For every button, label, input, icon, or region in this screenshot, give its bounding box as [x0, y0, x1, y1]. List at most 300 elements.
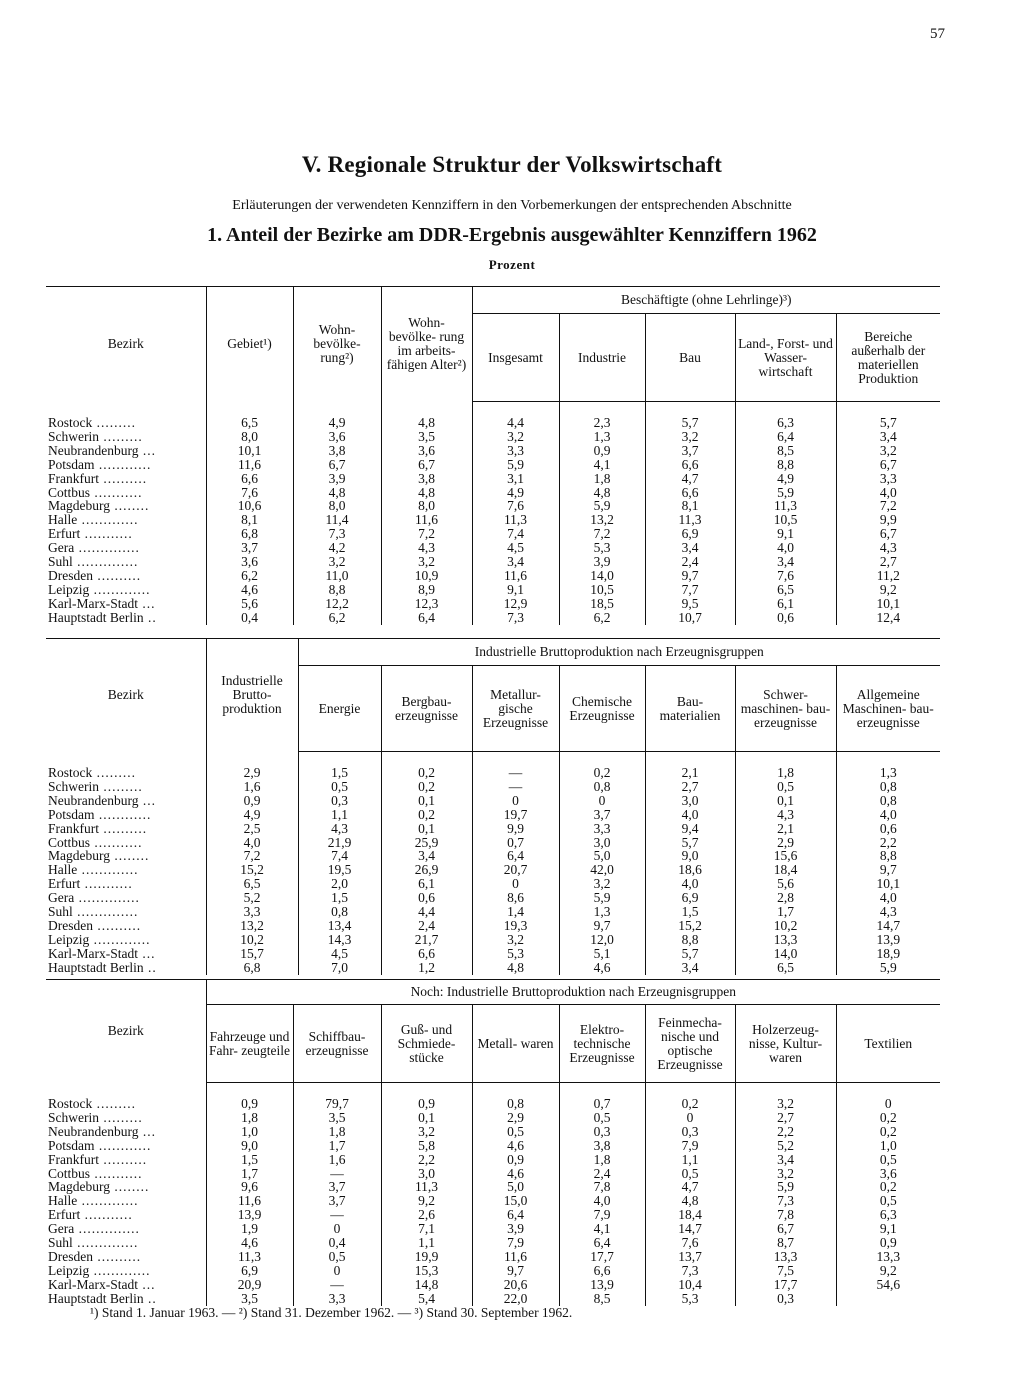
table-cell: 1,2 [381, 961, 472, 975]
bezirk-name: Gera .............. [48, 541, 140, 556]
table-cell: 6,3 [735, 402, 836, 430]
table-row [46, 499, 940, 513]
table-cell: 5,8 [381, 1139, 472, 1153]
table-cell: 10,4 [645, 1278, 735, 1292]
bezirk-name: Karl-Marx-Stadt ... [48, 946, 156, 961]
table-cell: 7,3 [293, 527, 381, 541]
table-cell: 7,3 [645, 1264, 735, 1278]
table-cell: 18,4 [735, 863, 836, 877]
table-cell: 0,8 [298, 905, 381, 919]
table-cell: 9,9 [472, 822, 559, 836]
table-cell: 4,0 [206, 836, 298, 850]
table-cell: 6,5 [735, 961, 836, 975]
table-cell: 5,0 [559, 849, 645, 863]
bezirk-name: Potsdam ............ [48, 1138, 152, 1153]
col-elektrotechnik: Elektro- technische Erzeugnisse [559, 1005, 645, 1083]
table-cell: 3,4 [381, 849, 472, 863]
bezirk-name: Frankfurt .......... [48, 821, 148, 836]
table-cell: 4,0 [559, 1194, 645, 1208]
table-row [46, 836, 940, 850]
table-cell: 3,6 [381, 444, 472, 458]
table-cell: 13,7 [645, 1250, 735, 1264]
table-cell: 15,2 [206, 863, 298, 877]
table-cell: 4,8 [559, 486, 645, 500]
table-cell: 10,1 [836, 597, 940, 611]
table-cell: 5,7 [836, 402, 940, 430]
table-cell: 3,4 [645, 961, 735, 975]
table-row [46, 1083, 940, 1111]
table-cell: 0,2 [645, 1083, 735, 1111]
table-cell: 9,5 [645, 597, 735, 611]
table-row [46, 1222, 940, 1236]
table-cell: 0,8 [472, 1083, 559, 1111]
dot-leader: .......... [99, 471, 148, 486]
table-cell: 7,9 [645, 1139, 735, 1153]
dot-leader: .. [143, 610, 157, 625]
table-cell: 0,9 [206, 794, 298, 808]
col-schwermaschinenbau: Schwer- maschinen- bau- erzeugnisse [735, 666, 836, 752]
table-cell: 3,4 [836, 430, 940, 444]
dot-leader: ............. [77, 1194, 139, 1209]
table-cell: 0 [472, 794, 559, 808]
col-industrie: Industrie [559, 314, 645, 402]
dot-leader: ........... [90, 485, 143, 500]
bezirk-name: Karl-Marx-Stadt ... [48, 596, 156, 611]
table-cell: 0,1 [381, 794, 472, 808]
table-cell: 0,2 [836, 1111, 940, 1125]
bezirk-name: Frankfurt .......... [48, 471, 148, 486]
table-cell: 0,1 [381, 1111, 472, 1125]
bezirk-name: Halle ............. [48, 513, 139, 528]
table-cell: 7,9 [472, 1236, 559, 1250]
bezirk-name: Hauptstadt Berlin .. [48, 960, 157, 975]
table-cell: 18,9 [836, 947, 940, 961]
dot-leader: ............. [89, 1263, 151, 1278]
table-cell: 8,0 [206, 430, 293, 444]
table-row [46, 947, 940, 961]
table-cell: 4,8 [381, 402, 472, 430]
table-cell: 13,2 [206, 919, 298, 933]
bezirk-name: Schwerin ......... [48, 779, 143, 794]
table-cell: 13,9 [559, 1278, 645, 1292]
table-cell: 0,4 [206, 611, 293, 625]
table-cell: 6,8 [206, 961, 298, 975]
table-cell: 10,7 [645, 611, 735, 625]
table-cell: 1,1 [298, 808, 381, 822]
col-chemie: Chemische Erzeugnisse [559, 666, 645, 752]
table-cell: 3,5 [293, 1111, 381, 1125]
table-cell: 2,7 [836, 555, 940, 569]
table-row [46, 402, 940, 430]
table-cell: 3,9 [559, 555, 645, 569]
table-row [46, 1194, 940, 1208]
bezirk-name: Rostock ......... [48, 414, 137, 430]
table-cell: 6,6 [645, 486, 735, 500]
dot-leader: ............ [94, 807, 152, 822]
table-cell: 13,4 [298, 919, 381, 933]
bezirk-name: Suhl .............. [48, 555, 139, 569]
table-cell: 6,2 [293, 611, 381, 625]
table-row [46, 1167, 940, 1181]
table-row [46, 919, 940, 933]
table-cell: 4,0 [836, 891, 940, 905]
bezirk-name: Magdeburg ........ [48, 499, 150, 514]
table-cell: 5,3 [645, 1292, 735, 1306]
table-cell: 12,0 [559, 933, 645, 947]
table-row [46, 597, 940, 611]
table-cell: 10,1 [836, 877, 940, 891]
table-row [46, 752, 940, 780]
table-cell: 1,0 [836, 1139, 940, 1153]
dot-leader: ........ [110, 499, 150, 514]
table-row [46, 1250, 940, 1264]
table-cell: 7,6 [472, 499, 559, 513]
table-cell: 4,6 [472, 1139, 559, 1153]
col-baumaterialien: Bau- materialien [645, 666, 735, 752]
dot-leader: ... [138, 793, 156, 808]
table-cell: 3,5 [206, 1292, 293, 1306]
table-cell: 54,6 [836, 1278, 940, 1292]
table-cell: 8,5 [735, 444, 836, 458]
table-cell: — [293, 1167, 381, 1181]
table-cell: 5,9 [735, 486, 836, 500]
table-cell: 0,3 [735, 1292, 836, 1306]
table-cell: 3,3 [836, 472, 940, 486]
table-cell: 15,0 [472, 1194, 559, 1208]
table-cell: 0,1 [735, 794, 836, 808]
col-textilien: Textilien [836, 1005, 940, 1083]
table-cell: 6,7 [836, 527, 940, 541]
table-cell: 5,6 [735, 877, 836, 891]
page-number: 57 [930, 26, 945, 42]
table-cell: 4,0 [836, 808, 940, 822]
table-cell: 7,9 [559, 1208, 645, 1222]
table-cell: 4,9 [206, 808, 298, 822]
table-cell: 6,4 [472, 849, 559, 863]
table-cell: 1,5 [298, 752, 381, 780]
table-cell: 6,2 [206, 569, 293, 583]
table-cell: 4,0 [645, 877, 735, 891]
table-cell: 7,3 [735, 1194, 836, 1208]
table-cell: 11,4 [293, 513, 381, 527]
dot-leader: ............. [89, 932, 151, 947]
table-cell: 3,8 [381, 472, 472, 486]
table-cell: 9,7 [836, 863, 940, 877]
table-cell: 19,3 [472, 919, 559, 933]
group-beschaeftigte: Beschäftigte (ohne Lehrlinge)³) [472, 287, 940, 314]
table-cell: 4,0 [735, 541, 836, 555]
table-cell: 1,7 [293, 1139, 381, 1153]
table-cell: 5,4 [381, 1292, 472, 1306]
table-cell: 0,2 [836, 1180, 940, 1194]
bezirk-name: Potsdam ............ [48, 457, 152, 472]
table-cell: 10,5 [559, 583, 645, 597]
dot-leader: .......... [92, 918, 142, 933]
table-cell: 8,8 [735, 458, 836, 472]
bezirk-name: Karl-Marx-Stadt ... [48, 1277, 156, 1292]
table-cell: 2,4 [381, 919, 472, 933]
bezirk-name: Dresden .......... [48, 918, 142, 933]
col-land-forst: Land-, Forst- und Wasser- wirtschaft [735, 314, 836, 402]
table-cell: 0 [472, 877, 559, 891]
table-cell: 12,2 [293, 597, 381, 611]
table-cell: 1,8 [735, 752, 836, 780]
table-cell: 7,2 [206, 849, 298, 863]
table-cell: 6,2 [559, 611, 645, 625]
table-cell: 14,0 [735, 947, 836, 961]
table-cell: 0,6 [381, 891, 472, 905]
table-cell: 10,6 [206, 499, 293, 513]
table-row [46, 808, 940, 822]
col-guss-schmiede: Guß- und Schmiede- stücke [381, 1005, 472, 1083]
table-cell: 3,6 [293, 430, 381, 444]
table-cell: 7,2 [559, 527, 645, 541]
table-cell: 9,1 [472, 583, 559, 597]
table-cell: 6,5 [206, 877, 298, 891]
bezirk-name: Dresden .......... [48, 568, 142, 583]
table-cell: 9,1 [836, 1222, 940, 1236]
bezirk-name: Magdeburg ........ [48, 849, 150, 864]
table-cell: 14,8 [381, 1278, 472, 1292]
dot-leader: ............. [77, 513, 139, 528]
table-cell: 0 [836, 1083, 940, 1111]
table-cell: 0,9 [381, 1083, 472, 1111]
table-cell: 7,0 [298, 961, 381, 975]
col-gebiet: Gebiet¹) [206, 287, 293, 402]
dot-leader: ......... [92, 1095, 137, 1111]
table-cell [836, 1292, 940, 1306]
table-cell: 0,6 [836, 822, 940, 836]
bezirk-name: Dresden .......... [48, 1249, 142, 1264]
col-allgemeiner-maschinenbau: Allgemeine Maschinen- bau- erzeugnisse [836, 666, 940, 752]
group-erzeugnisgruppen: Industrielle Bruttoproduktion nach Erzeugnisgruppen [298, 639, 940, 666]
table-cell: 12,4 [836, 611, 940, 625]
table-row [46, 458, 940, 472]
table-row [46, 780, 940, 794]
table-cell: 0,3 [645, 1125, 735, 1139]
table-row [46, 877, 940, 891]
table-cell: 9,2 [836, 1264, 940, 1278]
table-cell: 4,3 [836, 905, 940, 919]
table-cell: 5,9 [836, 961, 940, 975]
table-cell: 7,8 [559, 1180, 645, 1194]
table-cell: 5,0 [472, 1180, 559, 1194]
table-cell: 7,7 [645, 583, 735, 597]
table-cell: 8,8 [293, 583, 381, 597]
table-row [46, 513, 940, 527]
table-cell: 11,3 [206, 1250, 293, 1264]
table-cell: 0,7 [559, 1083, 645, 1111]
bezirk-name: Leipzig ............. [48, 582, 151, 597]
table-cell: 3,7 [645, 444, 735, 458]
bezirk-name: Cottbus ........... [48, 485, 143, 500]
table-cell: 3,2 [735, 1083, 836, 1111]
table-cell: 9,7 [559, 919, 645, 933]
table-cell: 9,6 [206, 1180, 293, 1194]
col-insgesamt: Insgesamt [472, 314, 559, 402]
table-cell: 3,5 [381, 430, 472, 444]
dot-leader: ......... [99, 429, 143, 444]
table-cell: 3,7 [206, 541, 293, 555]
table-row [46, 1125, 940, 1139]
table-cell: 0,8 [559, 780, 645, 794]
table-cell: 19,9 [381, 1250, 472, 1264]
dot-leader: ........ [110, 849, 150, 864]
bezirk-name: Hauptstadt Berlin .. [48, 610, 157, 625]
col-schiffbau: Schiffbau- erzeugnisse [293, 1005, 381, 1083]
main-title: V. Regionale Struktur der Volkswirtschaft [301, 152, 723, 177]
table-cell: 11,6 [381, 513, 472, 527]
table-cell: 2,8 [735, 891, 836, 905]
table-cell: 0,1 [381, 822, 472, 836]
table-cell: 5,9 [559, 499, 645, 513]
table-cell: 0,3 [559, 1125, 645, 1139]
bezirk-name: Frankfurt .......... [48, 1152, 148, 1167]
table-cell: 4,2 [293, 541, 381, 555]
bezirk-name: Gera .............. [48, 1222, 140, 1237]
table-cell: 11,0 [293, 569, 381, 583]
dot-leader: .. [143, 1291, 157, 1306]
table-cell: 5,7 [645, 947, 735, 961]
dot-leader: ... [138, 1124, 156, 1139]
table-cell: 3,2 [735, 1167, 836, 1181]
table-industrial-production [46, 638, 940, 975]
table-cell: 3,1 [472, 472, 559, 486]
table-cell: 20,6 [472, 1278, 559, 1292]
table-cell: 0,6 [735, 611, 836, 625]
table-cell: 4,3 [735, 808, 836, 822]
dot-leader: ........... [90, 1166, 143, 1181]
table-cell: 1,8 [206, 1111, 293, 1125]
table-cell: 3,7 [293, 1180, 381, 1194]
table-cell: 3,8 [559, 1139, 645, 1153]
bezirk-name: Suhl .............. [48, 905, 139, 919]
bezirk-header: Bezirk [107, 1023, 144, 1039]
table-cell: 7,1 [381, 1222, 472, 1236]
col-metallwaren: Metall- waren [472, 1005, 559, 1083]
table-cell: 0,2 [836, 1125, 940, 1139]
bezirk-name: Suhl .............. [48, 1236, 139, 1250]
table-row [46, 472, 940, 486]
table3-body [46, 1083, 940, 1306]
table-cell: 0,2 [381, 780, 472, 794]
table-cell: 2,4 [559, 1167, 645, 1181]
bezirk-name: Cottbus ........... [48, 835, 143, 850]
table-employment [46, 286, 940, 625]
subtitle: Erläuterungen der verwendeten Kennziffern in den Vorbemerkungen der entsprechenden Abschnitte [232, 198, 792, 213]
table-row [46, 486, 940, 500]
table-cell: 15,2 [645, 919, 735, 933]
table-cell: — [472, 752, 559, 780]
table-cell: 3,7 [293, 1194, 381, 1208]
table-cell: 4,6 [206, 583, 293, 597]
bezirk-name: Neubrandenburg ... [48, 793, 156, 808]
table-cell: 3,9 [293, 472, 381, 486]
table-cell: 8,1 [206, 513, 293, 527]
table-cell: 9,2 [836, 583, 940, 597]
table-cell: 3,4 [735, 1153, 836, 1167]
table-cell: 6,4 [559, 1236, 645, 1250]
dot-leader: ............ [94, 457, 152, 472]
table-industrial-production-continued [46, 979, 940, 1306]
table-cell: 18,6 [645, 863, 735, 877]
table-cell: 4,4 [381, 905, 472, 919]
table-cell: 3,3 [472, 444, 559, 458]
table-cell: 4,3 [381, 541, 472, 555]
col-bereiche-ausserhalb: Bereiche außerhalb der materiellen Produktion [836, 314, 940, 402]
table-cell: 22,0 [472, 1292, 559, 1306]
table-cell: 0,9 [206, 1083, 293, 1111]
table-cell: 7,5 [735, 1264, 836, 1278]
bezirk-name: Halle ............. [48, 1194, 139, 1209]
table-cell: 5,3 [559, 541, 645, 555]
table-title: 1. Anteil der Bezirke am DDR-Ergebnis ausgewählter Kennziffern 1962 [207, 224, 817, 246]
table-cell: 3,0 [645, 794, 735, 808]
table-cell: — [293, 1208, 381, 1222]
table-cell: 2,6 [381, 1208, 472, 1222]
table-row [46, 1292, 940, 1306]
table-cell: 0,9 [836, 1236, 940, 1250]
table-row [46, 430, 940, 444]
table-row [46, 822, 940, 836]
dot-leader: ........ [110, 1180, 150, 1195]
table-cell: 4,6 [472, 1167, 559, 1181]
table-row [46, 1111, 940, 1125]
table-cell: 1,3 [559, 430, 645, 444]
table-cell: 1,1 [381, 1236, 472, 1250]
table-cell: 79,7 [293, 1083, 381, 1111]
table-cell: 0 [645, 1111, 735, 1125]
table-cell: 4,9 [293, 402, 381, 430]
table-cell: 0,9 [472, 1153, 559, 1167]
table-cell: 4,7 [645, 472, 735, 486]
table-cell: 8,6 [472, 891, 559, 905]
table-cell: 18,4 [645, 1208, 735, 1222]
table-cell: 13,2 [559, 513, 645, 527]
bezirk-name: Rostock ......... [48, 764, 137, 780]
col-fahrzeuge: Fahrzeuge und Fahr- zeugteile [206, 1005, 293, 1083]
table-cell: 7,8 [735, 1208, 836, 1222]
table-cell: 18,5 [559, 597, 645, 611]
bezirk-name: Rostock ......... [48, 1095, 137, 1111]
table-cell: 6,8 [206, 527, 293, 541]
col-bau: Bau [645, 314, 735, 402]
table-row [46, 1278, 940, 1292]
bezirk-name: Neubrandenburg ... [48, 1124, 156, 1139]
table-cell: 3,2 [645, 430, 735, 444]
table-cell: 6,5 [206, 402, 293, 430]
dot-leader: .. [143, 960, 157, 975]
dot-leader: ... [137, 946, 156, 961]
table-cell: 9,9 [836, 513, 940, 527]
table-cell: 4,5 [298, 947, 381, 961]
table-cell: 11,6 [206, 1194, 293, 1208]
dot-leader: .............. [72, 1236, 139, 1250]
table-cell: 0,2 [381, 808, 472, 822]
dot-leader: ........... [90, 835, 143, 850]
table-cell: 4,9 [735, 472, 836, 486]
table-cell: 5,7 [645, 836, 735, 850]
table-cell: 21,7 [381, 933, 472, 947]
table-cell: 2,1 [645, 752, 735, 780]
table-cell: 5,3 [472, 947, 559, 961]
table-cell: 7,2 [836, 499, 940, 513]
dot-leader: ... [137, 596, 156, 611]
table-cell: 6,5 [735, 583, 836, 597]
table-cell: 5,2 [735, 1139, 836, 1153]
table-cell: 11,6 [472, 569, 559, 583]
table-cell: 3,3 [559, 822, 645, 836]
